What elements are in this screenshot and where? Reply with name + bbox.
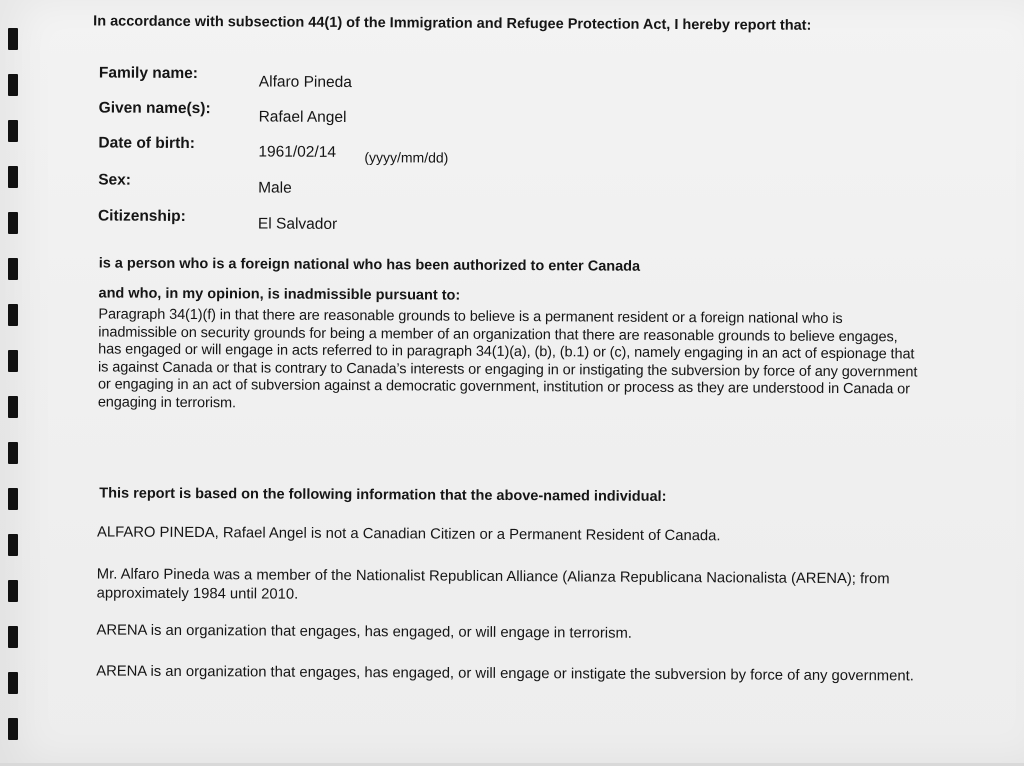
dob-label: Date of birth: — [98, 134, 195, 153]
sex-label: Sex: — [98, 171, 132, 189]
dob-value: 1961/02/14 — [258, 143, 337, 161]
sex-value: Male — [258, 179, 292, 197]
given-names-label: Given name(s): — [98, 99, 211, 118]
basis-item-2: Mr. Alfaro Pineda was a member of the Nationalist Republican Alliance (Alianza Republicana Nacionalista (ARENA); from approximately 1984 until 2010. — [96, 566, 890, 603]
inadmissibility-paragraph: Paragraph 34(1)(f) in that there are reasonable grounds to believe is a permanent resident or a foreign national who is inadmissible on security grounds for being a member of an organization that there are reasonable grounds to believe engages, has engaged or will engage in acts referred to in paragraph 34(1)(a), (b), (b.1) or (c), namely engaging in an act of espionage that is against Canada or that is contrary to Canada’s interests or engaging in or instigating the subversion by force of any government or engaging in an act of subversion against a democratic government, institution or process as they are understood in Canada or engaging in terrorism. — [97, 306, 918, 412]
basis-item-1: ALFARO PINEDA, Rafael Angel is not a Canadian Citizen or a Permanent Resident of Canada. — [97, 524, 721, 545]
statement-line-1: is a person who is a foreign national who has been authorized to enter Canada — [98, 255, 641, 275]
basis-item-4: ARENA is an organization that engages, has engaged, or will engage or instigate the subversion by force of any government. — [96, 663, 914, 685]
given-names-value: Rafael Angel — [258, 108, 347, 126]
family-name-label: Family name: — [98, 64, 198, 83]
basis-item-3: ARENA is an organization that engages, has engaged, or will engage in terrorism. — [96, 622, 632, 642]
citizenship-label: Citizenship: — [97, 207, 186, 226]
dob-format: (yyyy/mm/dd) — [364, 149, 449, 166]
intro-line: In accordance with subsection 44(1) of the Immigration and Refugee Protection Act, I hereby report that: — [93, 13, 812, 34]
statement-line-2: and who, in my opinion, is inadmissible pursuant to: — [98, 285, 461, 304]
family-name-value: Alfaro Pineda — [258, 73, 352, 92]
basis-heading: This report is based on the following information that the above-named individual: — [99, 485, 667, 505]
citizenship-value: El Salvador — [257, 215, 338, 233]
